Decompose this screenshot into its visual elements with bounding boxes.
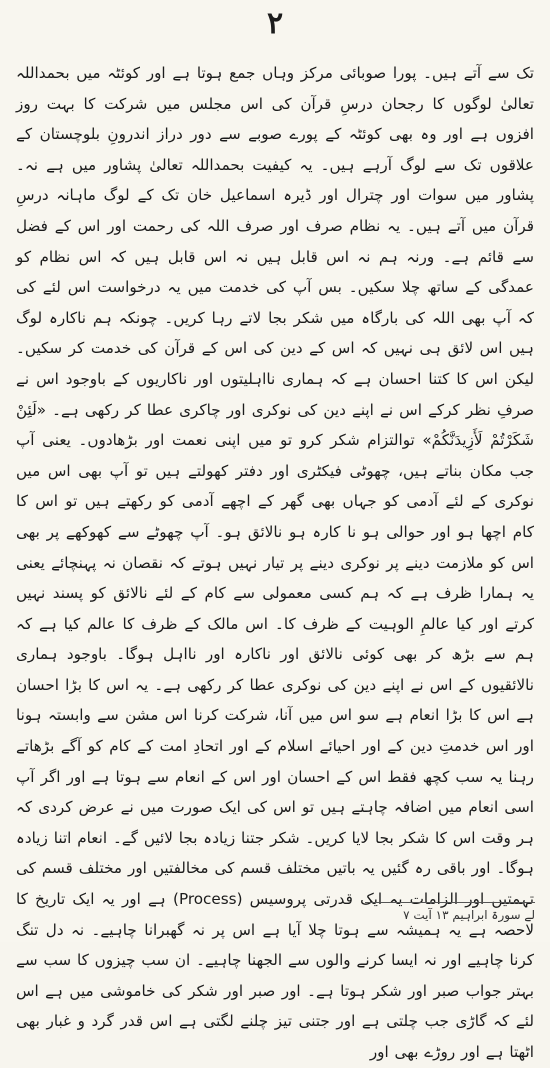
footnote: لے سورۃ ابراہیم ۱۳ آیت ۷: [403, 908, 535, 922]
main-paragraph: تک سے آتے ہیں۔ پورا صوبائی مرکز وہاں جمع ہوتا ہے اور کوئٹہ میں بحمداللہ تعالیٰ لوگوں کا رجحان درسِ قرآن کی اس مجلس میں شرکت کا بہت روز افزوں ہے اور وہ بھی کوئٹہ کے پورے صوبے سے دور دراز اندرونِ بلوچستان کے علاقوں تک سے لوگ آرہے ہیں۔ یہ کیفیت بحمداللہ تعالیٰ پشاور میں ہے نہ۔ پشاور میں سوات اور چترال اور ڈیرہ اسماعیل خان تک کے لوگ ماہانہ درسِ قرآن میں آتے ہیں۔ یہ نظام صرف اور صرف اللہ کی رحمت اور اس کے فضل سے قائم ہے۔ ورنہ ہم نہ اس قابل ہیں نہ اس قابل ہیں کہ اس نظام کو عمدگی کے ساتھ چلا سکیں۔ بس آپ کی خدمت میں یہ درخواست اس لئے کی کہ آپ بھی اللہ کی بارگاہ میں شکر بجا لاتے رہا کریں۔ چونکہ ہم ناکارہ لوگ ہیں اس لائق ہی نہیں کہ اس کے دین کی اس کے قرآن کی خدمت کر سکیں۔ لیکن اس کا کتنا احسان ہے کہ ہماری نااہلیتوں اور ناکاریوں کے باوجود اس نے صرفِ نظر کرکے اس نے اپنے دین کی نوکری اور چاکری عطا کر رکھی ہے۔ «لَئِنْ شَكَرْتُمْ لَأَزِيدَنَّكُمْ» توالتزام شکر کرو تو میں اپنی نعمت اور بڑھادوں۔ یعنی آپ جب مکان بناتے ہیں، چھوٹی فیکٹری اور دفتر کھولتے ہیں تو آپ بھی اس میں نوکری کے لئے آدمی کو جہاں بھی گھر کے اچھے آدمی کو رکھتے ہیں تو اس کا کام اچھا ہو اور حوالی ہو نا کارہ ہو نالائق ہو۔ آپ چھوٹے سے کھوکھے پر بھی اس کو ملازمت دینے پر نوکری دینے پر تیار نہیں ہوتے کہ نقصان نہ پہنچائے یعنی یہ ہمارا ظرف ہے کہ ہم کسی معمولی سے کام کے لئے نالائق کو پسند نہیں کرتے اور کیا عالمِ الوہیت کے ظرف کا۔ اس مالک کے ظرف کا عالم کیا ہے کہ ہم سے بڑھ کر بھی کوئی نالائق اور ناکارہ اور نااہل ہوگا۔ باوجود ہماری نالائقیوں کے اس نے اپنے دین کی نوکری عطا کر رکھی ہے۔ یہ اس کا بڑا احسان ہے اس کا بڑا انعام ہے سو اس میں آنا، شرکت کرنا اس مشن سے وابستہ ہونا اور اس خدمتِ دین کے اور احیائے اسلام کے اور اتحادِ امت کے کام کو آگے بڑھاتے رہنا یہ سب کچھ فقط اس کے احسان اور اس کے انعام سے ہوتا ہے اور اگر آپ اسی انعام میں اضافہ چاہتے ہیں تو اس کی ایک صورت میں نے عرض کردی کہ ہر وقت اس کا شکر بجا لایا کریں۔ شکر جتنا زیادہ بجا لائیں گے۔ انعام اتنا زیادہ ہوگا۔ اور باقی رہ گئیں یہ باتیں مختلف قسم کی مخالفتیں اور مختلف قسم کی تہمتیں اور الزامات یہ ایک قدرتی پروسیس (Process) ہے اور یہ ایک تاریخ کا لاحصہ ہے یہ ہمیشہ سے ہوتا چلا آیا ہے اس پر نہ گھبرانا چاہیے۔ نہ دل تنگ کرنا چاہیے اور نہ ایسا کرنے والوں سے الجھنا چاہیے۔ ان سب چیزوں کا سب سے بہتر جواب صبر اور شکر ہوتا ہے۔ اور صبر اور شکر کی خاموشی میں ہے اس لئے کہ گاڑی جب چلتی ہے اور جتنی تیز چلنے لگتی ہے اس قدر گرد و غبار بھی اٹھتا ہے اور روڑے بھی اور: [16, 64, 534, 1061]
footnote-divider: [365, 902, 535, 903]
page-number: ۲: [266, 6, 284, 41]
